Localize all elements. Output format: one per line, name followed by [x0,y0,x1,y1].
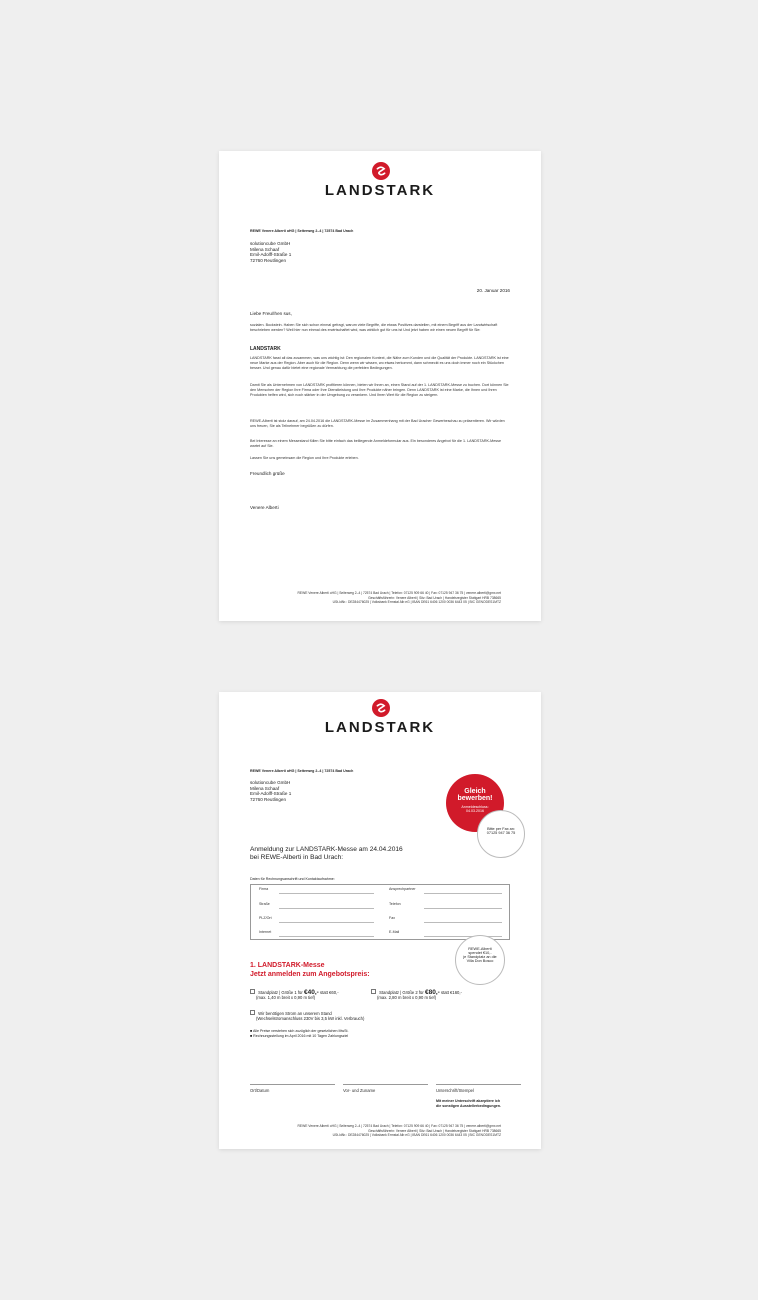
option-price: €80,- [424,989,440,996]
place-date-label: Ort/Datum [250,1088,270,1093]
field-label-telefon: Telefon [389,902,401,906]
footer-line: USt-IdNr.: DE284476025 | Volksbank Ermstal Alb eG | IBAN DE61 6406 1200 0036 6443 05 | BIC GENODES1MTZ [332,1133,501,1138]
option-size-1[interactable] [250,989,339,1001]
paragraph: REWE-Alberti ist stolz darauf, am 24.04.2016 die LANDSTARK-Messe im Zusammenhang mit der Bad Uracher Gewerbeschau zu präsentieren. Wir würden uns freuen, Sie als Teilnehmer begrüßen zu dürfen. [250,419,505,428]
option-power[interactable] [250,1010,364,1022]
firma-input[interactable] [279,893,374,894]
landstark-logo-icon [372,162,390,180]
badge-line: Villa Don Bosco [466,959,494,963]
notes-list [250,1029,348,1039]
letter-page [219,151,541,621]
checkbox[interactable] [250,989,255,994]
form-title-line: Anmeldung zur LANDSTARK-Messe am 24.04.2016 [250,846,403,853]
option-price: €40,- [303,989,319,996]
option-text: statt €160,- [440,990,462,995]
field-label-strasse: Straße [259,902,270,906]
form-title-line: bei REWE-Alberti in Bad Urach: [250,854,344,861]
footer-line: Geschäftsführerin: Venere Alberti | Sitz: Bad Urach | Handelsregister Stuttgart HRB 738665 [368,595,501,600]
offer-title-line: Jetzt anmelden zum Angebotspreis: [250,970,370,978]
field-label-firma: Firma [259,887,269,891]
fax-badge [477,810,525,858]
footer-line: USt-IdNr.: DE284476025 | Volksbank Ermstal Alb eG | IBAN DE61 6406 1200 0036 6443 05 | BIC GENODES1MTZ [332,600,501,605]
checkbox[interactable] [250,1010,255,1015]
letter-footer [259,591,501,605]
badge-line: REWE-Alberti [468,947,492,951]
strasse-input[interactable] [279,908,374,909]
offer-title-line: 1. LANDSTARK-Messe [250,962,325,969]
brand-wordmark: LANDSTARK [324,719,436,736]
recipient-line: solutioncube GmbH [250,780,291,785]
recipient-line: Emil-Adolff-Straße 1 [250,791,292,797]
recipient-line: solutioncube GmbH [250,241,291,246]
footer-line: REWE Venere Alberti oHG | Seiterweg 2–4 | 72574 Bad Urach | Telefon: 07125 909 66 40 | Fax: 07125 947 36 75 | venere.alberti@gmx.net [297,591,501,595]
telefon-input[interactable] [424,908,502,909]
place-date-line[interactable] [250,1084,335,1085]
badge-line: Gleich [464,788,486,795]
sponsor-badge [455,935,505,985]
offer-title [250,962,370,979]
recipient-line: 72760 Reutlingen [250,796,287,802]
option-detail: (max. 2,80 m breit x 0,90 m tief) [377,995,437,1001]
full-name-label: Vor- und Zuname [343,1088,376,1093]
option-detail: (Wechselstromanschluss 230V bis 3,5 kW inkl. Verbrauch) [256,1016,365,1022]
paragraph: LANDSTARK fasst all das zusammen, was uns wichtig ist: Den regionalen Kontext, die Nähe zum Kunden und die Qualität der Produkte. LANDSTARK ist eine neue Marke aus der Region. Aber auch für die Region. Denn wenn wir wissen, wo etwas herkommt, dann schmeckt es uns doch immer noch ein Stückchen besser. Und genau dafür bietet eine regionale Vermarktung die perfekten Bedingungen. [250,356,509,370]
option-text: Standplatz | Größe 1 für [258,990,303,995]
section-heading: LANDSTARK [250,346,281,352]
signature-name: Venere Alberti [250,505,279,510]
landstark-logo-icon [372,699,390,717]
closing: Freundlich grüße [250,471,285,476]
option-text: Standplatz | Größe 2 für [379,990,424,995]
field-label-fax: Fax [389,916,395,920]
sender-line: REWE Venere Alberti oHG | Seiterweg 2–4 | 72574 Bad Urach [250,769,354,773]
note-item: ■ Rechnungsstellung im April 2016 mit 10 Tagen Zahlungsziel [250,1034,349,1038]
brand-wordmark: LANDSTARK [324,182,436,199]
option-text: Wir benötigen Strom an unserem Stand [258,1011,332,1016]
salutation: Liebe Freu/Ihen sus, [250,311,292,316]
form-footer [259,1124,501,1138]
paragraph: Lassen Sie uns gemeinsam die Region und Ihre Produkte erleben. [250,456,359,460]
paragraph: Bei Interesse an einem Messestand füllen Sie bitte einfach das beiliegende Anmeldeformular aus. Ein besonderes Angebot für die 1. LANDSTARK-Messe wartet auf Sie. [250,439,502,448]
paragraph: sozialen. Bockstein. Haben Sie sich schon einmal gefragt, warum viele Begriffe, die etwas Positives darstellen, mit einem Begriff aus der Landwirtschaft beschrieben werden? Weil hier nun einmal des erwirtschaftet wird, was wirklich gut für uns ist Und jetzt haben wir einen neuen Begriff für Sie: [250,323,498,332]
sender-line: REWE Venere Alberti oHG | Seiterweg 2–4 | 72574 Bad Urach [250,229,354,233]
terms-line: Mit meiner Unterschrift akzeptiere ich [436,1099,501,1103]
note-text: Rechnungsstellung im April 2016 mit 10 Tagen Zahlungsziel [253,1034,349,1038]
recipient-address [250,780,291,802]
recipient-line: Milena Schaaf [250,246,280,252]
recipient-line: 72760 Reutlingen [250,257,287,263]
fax-input[interactable] [424,922,502,923]
badge-line: spendet €10,- [468,951,492,955]
internet-input[interactable] [279,936,374,937]
ansprechpartner-input[interactable] [424,893,502,894]
terms-line: die sonstigen Ausstellerbedingungen. [436,1104,501,1108]
form-title [250,846,403,862]
option-text: statt €60,- [319,990,339,995]
footer-line: Geschäftsführerin: Venere Alberti | Sitz: Bad Urach | Handelsregister Stuttgart HRB 738665 [368,1128,501,1133]
recipient-line: Milena Schaaf [250,785,280,791]
badge-line: Anmeldeschluss: [461,805,489,809]
signature-label: Unterschrift/Stempel [436,1088,474,1093]
field-label-email: E-Mail [389,930,400,934]
note-item: ■ Alle Preise verstehen sich zuzüglich der gesetzlichen MwSt. [250,1029,349,1033]
recipient-line: Emil-Adolff-Straße 1 [250,252,292,258]
full-name-line[interactable] [343,1084,428,1085]
checkbox[interactable] [371,989,376,994]
badge-line: 07125 947 36 75 [486,831,516,835]
option-detail: (max. 1,40 m breit x 0,90 m tief) [256,995,316,1001]
badge-line: Bitte per Fax an: [487,827,515,831]
option-size-2[interactable] [371,989,462,1001]
terms-note [436,1099,501,1109]
field-label-internet: Internet [259,930,272,934]
signature-line[interactable] [436,1084,521,1085]
fields-caption: Daten für Rechnungsanschrift und Kontaktaufnahme: [250,877,335,881]
badge-line: bewerben! [457,795,493,802]
note-text: Alle Preise verstehen sich zuzüglich der gesetzlichen MwSt. [252,1029,349,1033]
paragraph: Damit Sie als Unternehmen von LANDSTARK profitieren können, bieten wir Ihnen an, einen Stand auf der 1. LANDSTARK-Messe zu buchen. Dort können Sie den Menschen der Region Ihre Firma oder Ihre Dienstleistung und Ihre Produkte näher bringen. Denn LANDSTARK ist eine Marke, die Ihnen und Ihren Produkten helfen wird, sich noch stärker in der Umgebung zu verankern. Und Ihren Wert für die Region zu steigern. [250,383,509,397]
registration-form-page [219,692,541,1149]
letter-date: 20. Januar 2016 [476,288,510,293]
field-label-ansprechpartner: Ansprechpartner [389,887,416,891]
badge-line: je Standplatz an die [463,955,497,959]
field-label-plz-ort: PLZ/Ort [259,916,272,920]
badge-line: 04.03.2016 [466,809,484,813]
recipient-address [250,241,291,263]
footer-line: REWE Venere Alberti oHG | Seiterweg 2–4 | 72574 Bad Urach | Telefon: 07125 909 66 40 | Fax: 07125 947 36 75 | venere.alberti@gmx.net [297,1124,501,1128]
plz-ort-input[interactable] [279,922,374,923]
